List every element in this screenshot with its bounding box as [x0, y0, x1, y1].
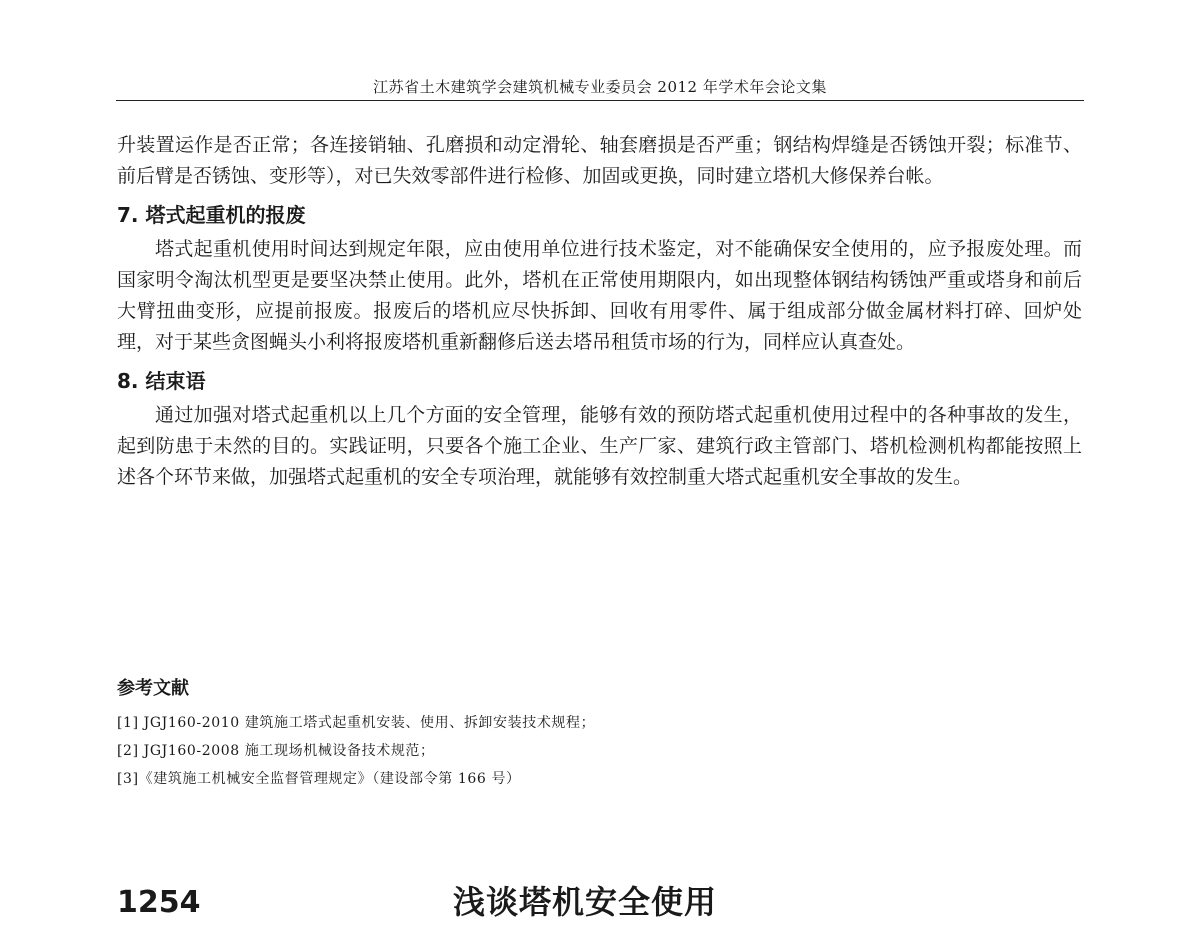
- intro-paragraph: 升装置运作是否正常；各连接销轴、孔磨损和动定滑轮、轴套磨损是否严重；钢结构焊缝是否锈蚀开裂；标准节、前后臂是否锈蚀、变形等），对已失效零部件进行检修、加固或更换，同时建立塔机大修保养台帐。: [117, 134, 1082, 187]
- section-8-heading: 8. 结束语: [117, 369, 206, 393]
- section-8-paragraph: 通过加强对塔式起重机以上几个方面的安全管理，能够有效的预防塔式起重机使用过程中的各种事故的发生，起到防患于未然的目的。实践证明，只要各个施工企业、生产厂家、建筑行政主管部门、塔机检测机构都能按照上述各个环节来做，加强塔式起重机的安全专项治理，就能够有效控制重大塔式起重机安全事故的发生。: [117, 404, 1082, 488]
- section-7-paragraph: 塔式起重机使用时间达到规定年限，应由使用单位进行技术鉴定，对不能确保安全使用的，应予报废处理。而国家明令淘汰机型更是要坚决禁止使用。此外，塔机在正常使用期限内，如出现整体钢结构锈蚀严重或塔身和前后大臂扭曲变形，应提前报废。报废后的塔机应尽快拆卸、回收有用零件、属于组成部分做金属材料打碎、回炉处理，对于某些贪图蝇头小利将报废塔机重新翻修后送去塔吊租赁市场的行为，同样应认真查处。: [117, 238, 1082, 353]
- page-number: 1254: [117, 885, 201, 920]
- references-section: [117, 675, 1082, 793]
- section-7-heading: 7. 塔式起重机的报废: [117, 203, 306, 227]
- reference-item-2: [2] JGJ160-2008 施工现场机械设备技术规范；: [117, 743, 435, 759]
- reference-item-1: [1] JGJ160-2010 建筑施工塔式起重机安装、使用、拆卸安装技术规程；: [117, 715, 596, 731]
- running-header: 江苏省土木建筑学会建筑机械专业委员会 2012 年学术年会论文集: [373, 78, 827, 96]
- reference-item-3: [3]《建筑施工机械安全监督管理规定》（建设部令第 166 号）: [117, 771, 521, 787]
- header-rule: [116, 100, 1084, 101]
- references-title: 参考文献: [117, 678, 189, 699]
- next-article-title: 浅谈塔机安全使用: [452, 883, 717, 921]
- article-body: [117, 130, 1082, 493]
